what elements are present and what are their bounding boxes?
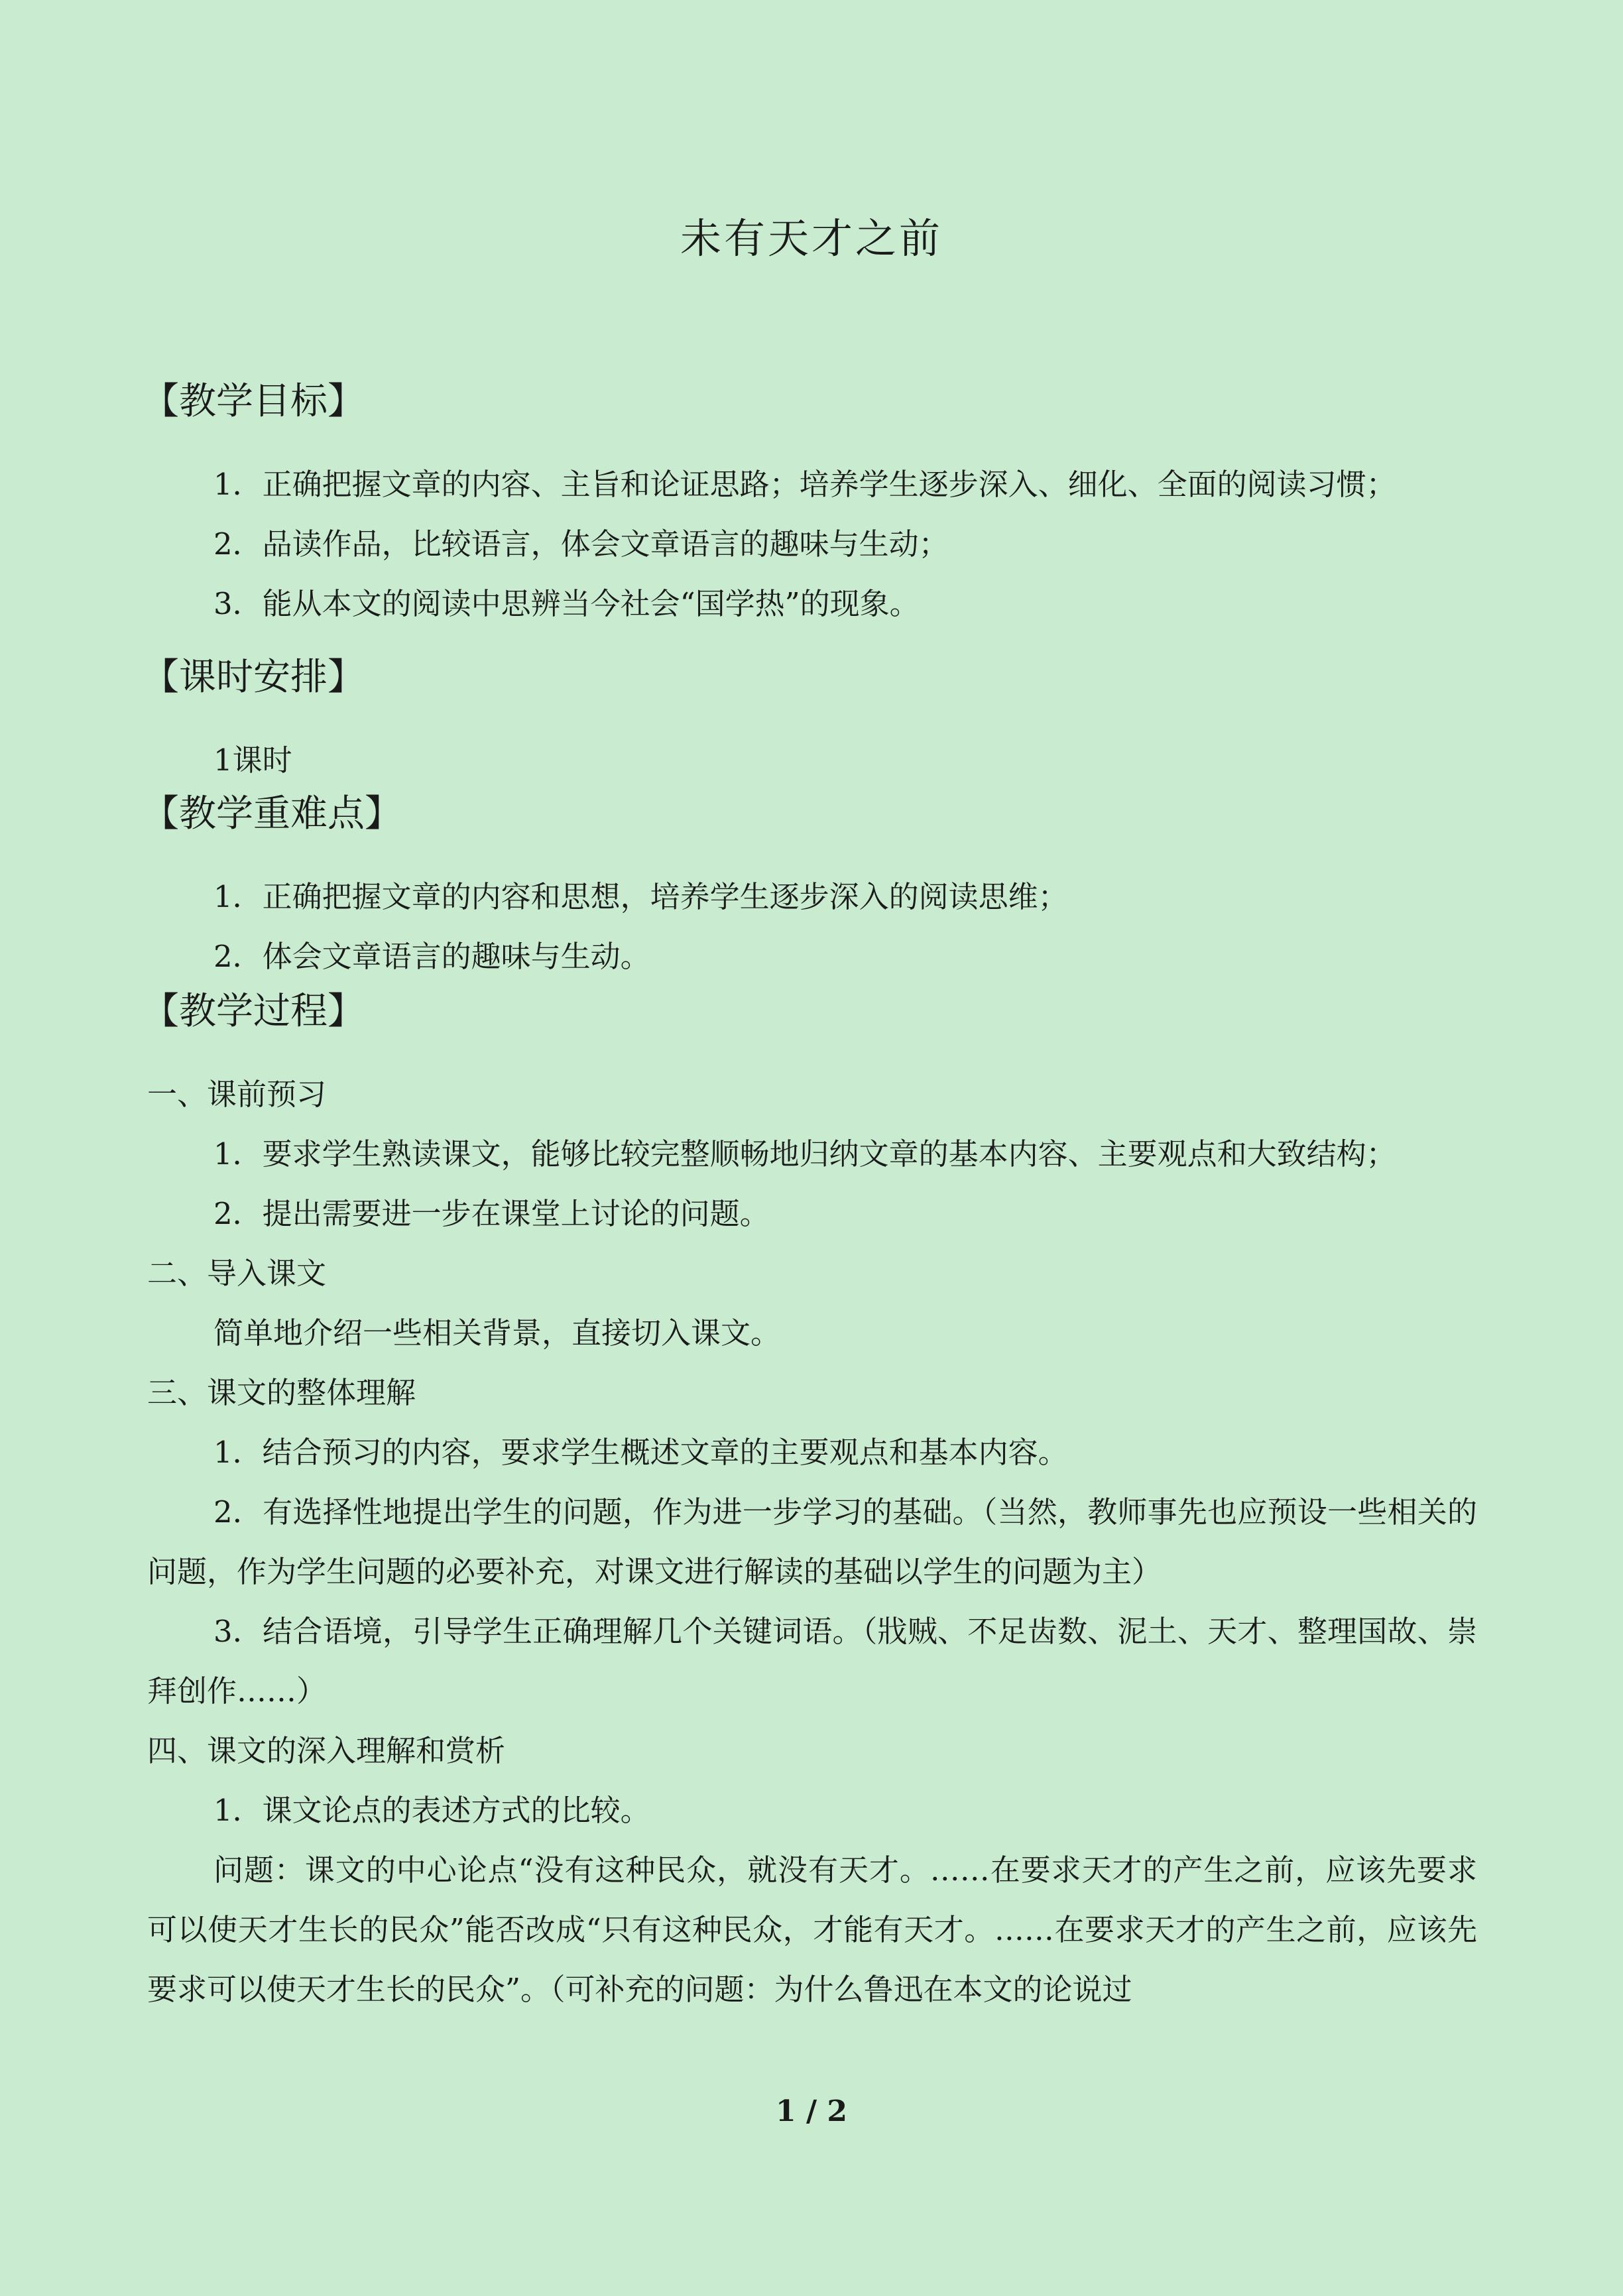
process-part1-item-1: 1．要求学生熟读课文，能够比较完整顺畅地归纳文章的基本内容、主要观点和大致结构；: [213, 1136, 1396, 1172]
objective-item-1: 1．正确把握文章的内容、主旨和论证思路；培养学生逐步深入、细化、全面的阅读习惯；: [213, 467, 1396, 502]
key-point-item-1: 1．正确把握文章的内容和思想，培养学生逐步深入的阅读思维；: [213, 879, 1068, 914]
process-part3-item-1: 1．结合预习的内容，要求学生概述文章的主要观点和基本内容。: [213, 1435, 1068, 1470]
process-part3-item-2: 2．有选择性地提出学生的问题，作为进一步学习的基础。（当然，教师事先也应预设一些相关的问题，作为学生问题的必要补充，对课文进行解读的基础以学生的问题为主）: [147, 1494, 1477, 1589]
process-part4-item-2: 问题：课文的中心论点“没有这种民众，就没有天才。……在要求天才的产生之前，应该先要求可以使天才生长的民众”能否改成“只有这种民众，才能有天才。……在要求天才的产生之前，应该先要求可以使天才生长的民众”。（可补充的问题：为什么鲁迅在本文的论说过: [147, 1852, 1477, 2007]
section-heading-schedule: 【课时安排】: [142, 656, 365, 699]
process-part3-item-3: 3．结合语境，引导学生正确理解几个关键词语。（戕贼、不足齿数、泥土、天才、整理国故、崇拜创作……）: [147, 1614, 1477, 1709]
process-part1-item-2: 2．提出需要进一步在课堂上讨论的问题。: [213, 1196, 770, 1231]
schedule-text: 1课时: [213, 743, 292, 778]
objective-item-2: 2．品读作品，比较语言，体会文章语言的趣味与生动；: [213, 526, 949, 562]
key-point-item-2: 2．体会文章语言的趣味与生动。: [213, 939, 650, 974]
section-heading-objectives: 【教学目标】: [142, 380, 365, 423]
process-part4-item-1: 1．课文论点的表述方式的比较。: [213, 1793, 650, 1828]
section-heading-key-points: 【教学重难点】: [142, 792, 402, 835]
document-body: [142, 378, 1477, 2020]
section-heading-process: 【教学过程】: [142, 990, 365, 1033]
page-number: 1 / 2: [776, 2094, 847, 2128]
objective-item-3: 3．能从本文的阅读中思辨当今社会“国学热”的现象。: [213, 586, 920, 621]
process-part2-text: 简单地介绍一些相关背景，直接切入课文。: [213, 1315, 781, 1351]
process-part4-title: 四、课文的深入理解和赏析: [147, 1733, 506, 1768]
process-part1-title: 一、课前预习: [147, 1077, 327, 1112]
process-part3-title: 三、课文的整体理解: [147, 1375, 416, 1410]
document-title: 未有天才之前: [680, 214, 943, 263]
process-part2-title: 二、导入课文: [147, 1256, 327, 1291]
